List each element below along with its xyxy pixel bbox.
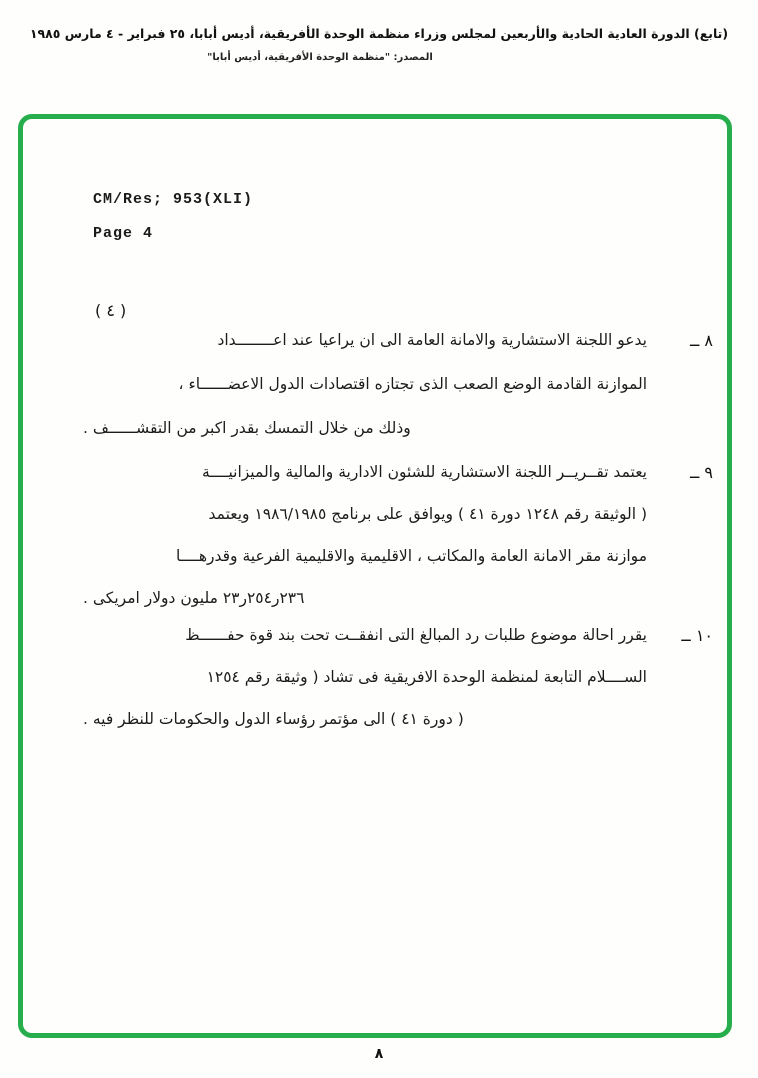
resolution-text (83, 331, 647, 463)
resolution-number: ١٠ ــ (681, 626, 713, 645)
text-line: يعتمد تقــريــر اللجنة الاستشارية للشئون الادارية والمالية والميزانيــــة (201, 463, 647, 481)
document-header-title: (تابع) الدورة العادية الحادية والأربعين لمجلس وزراء منظمة الوحدة الأفريقية، أديس أبابا، ٢٥ فبراير - ٤ مارس ١٩٨٥ (29, 26, 729, 41)
text-line: يدعو اللجنة الاستشارية والامانة العامة الى ان يراعيا عند اعــــــــداد (217, 331, 647, 349)
text-line: يقرر احالة موضوع طلبات رد المبالغ التى انفقــت تحت بند قوة حفــــــظ (185, 626, 647, 644)
resolution-text (83, 626, 647, 752)
page-label: Page 4 (93, 225, 154, 242)
text-line: وذلك من خلال التمسك بقدر اكبر من التقشــــــف . (83, 419, 411, 437)
resolution-number: ٩ ــ (689, 463, 713, 482)
text-line: ٢٣٦ر٢٥٤ر٢٣ مليون دولار امريكى . (83, 589, 305, 607)
text-line: ( دورة ٤١ ) الى مؤتمر رؤساء الدول والحكومات للنظر فيه . (83, 710, 464, 728)
text-line: موازنة مقر الامانة العامة والمكاتب ، الاقليمية والاقليمية الفرعية وقدرهــــا (175, 547, 647, 565)
green-frame (18, 114, 732, 1038)
text-line: الســــلام التابعة لمنظمة الوحدة الافريقية فى تشاد ( وثيقة رقم ١٢٥٤ (206, 668, 647, 686)
resolution-text (83, 463, 647, 631)
document-header-source: المصدر: "منظمة الوحدة الأفريقية، أديس أبابا" (207, 52, 433, 63)
text-line: الموازنة القادمة الوضع الصعب الذى تجتازه اقتصادات الدول الاعضــــــاء ، (178, 375, 647, 393)
section-marker: ( ٤ ) (95, 301, 127, 320)
resolution-number: ٨ ــ (689, 331, 713, 350)
text-line: ( الوثيقة رقم ١٢٤٨ دورة ٤١ ) ويوافق على برنامج ١٩٨٦/١٩٨٥ ويعتمد (208, 505, 647, 523)
footer-page-number: ٨ (374, 1046, 384, 1062)
document-reference: CM/Res; 953(XLI) (93, 191, 254, 208)
